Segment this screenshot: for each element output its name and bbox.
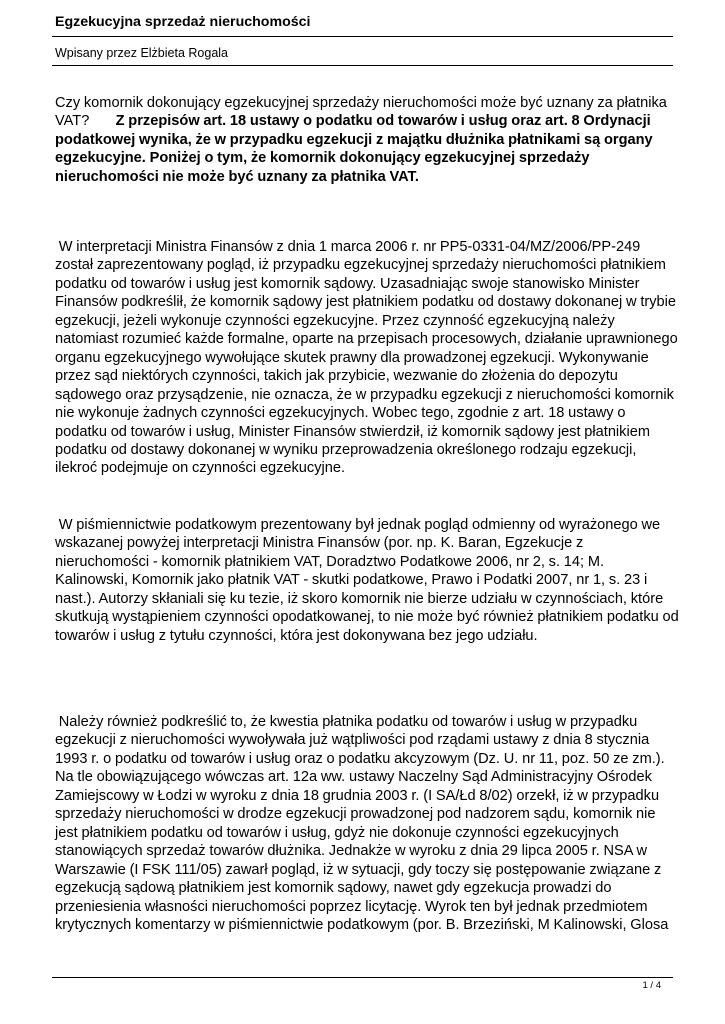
body-paragraph-1: [55, 238, 680, 478]
lead-intro: Czy komornik dokonujący egzekucyjnej sprzedaży nieruchomości może być uznany za płatnika VAT?: [55, 95, 667, 130]
page-number: 1 / 4: [642, 980, 661, 991]
body-paragraph-3: [55, 713, 680, 934]
body-paragraph-2: [55, 516, 680, 645]
footer-divider: [52, 977, 673, 978]
paragraph-text: W interpretacji Ministra Finansów z dnia 1 marca 2006 r. nr PP5-0331-04/MZ/2006/PP-249 został zaprezentowany pogląd, iż przypadku egzekucyjnej sprzedaży nieruchomości płatnikiem podatku od towarów i usług jest komornik sądowy. Uzasadniając swoje stanowisko Minister Finansów podkreślił, że komornik sądowy jest płatnikiem podatku od dostawy dokonanej w trybie egzekucji, jeżeli wykonuje czynności egzekucyjne. Przez czynność egzekucyjną należy natomiast rozumieć każde formalne, oparte na przepisach procesowych, działanie uprawnionego organu egzekucyjnego wywołujące skutek prawny dla prowadzonej egzekucji. Wykonywanie przez sąd niektórych czynności, takich jak przybicie, wezwanie do złożenia do depozytu sądowego oraz przysądzenie, nie oznacza, że w przypadku egzekucji z nieruchomości komornik nie wykonuje żadnych czynności egzekucyjnych. Wobec tego, zgodnie z art. 18 ustawy o podatku od towarów i usług, Minister Finansów stwierdził, iż komornik sądowy jest płatnikiem podatku od dostawy dokonanej w wyniku przeprowadzenia określonego rodzaju egzekucji, ilekroć podejmuje on czynności egzekucyjne.: [55, 239, 678, 477]
paragraph-text: Należy również podkreślić to, że kwestia płatnika podatku od towarów i usług w przypadku egzekucji z nieruchomości wywoływała już wątpliwości pod rządami ustawy z dnia 8 stycznia 1993 r. o podatku od towarów i usług oraz o podatku akcyzowym (Dz. U. nr 11, poz. 50 ze zm.). Na tle obowiązującego wówczas art. 12a ww. ustawy Naczelny Sąd Administracyjny Ośrodek Zamiejscowy w Łodzi w wyroku z dnia 18 grudnia 2003 r. (I SA/Łd 8/02) orzekł, iż w przypadku sprzedaży nieruchomości w drodze egzekucji prowadzonej pod nadzorem sądu, komornik nie jest płatnikiem podatku od towarów i usług, gdyż nie dokonuje czynności egzekucyjnych stanowiących sprzedaż towarów dłużnika. Jednakże w wyroku z dnia 29 lipca 2005 r. NSA w Warszawie (I FSK 111/05) zawarł pogląd, iż w sytuacji, gdy toczy się postępowanie związane z egzekucją sądową płatnikiem jest komornik sądowy, nawet gdy egzekucja prowadzi do przeniesienia własności nieruchomości poprzez licytację. Wyrok ten był jednak przedmiotem krytycznych komentarzy w piśmiennictwie podatkowym (por. B. Brzeziński, M Kalinowski, Glosa: [55, 714, 669, 933]
author-divider: [52, 65, 673, 66]
article-lead: [55, 94, 680, 186]
paragraph-text: W piśmiennictwie podatkowym prezentowany był jednak pogląd odmienny od wyrażonego we wskazanej powyżej interpretacji Ministra Finansów (por. np. K. Baran, Egzekucje z nieruchomości - komornik płatnikiem VAT, Doradztwo Podatkowe 2006, nr 2, s. 14; M. Kalinowski, Komornik jako płatnik VAT - skutki podatkowe, Prawo i Podatki 2007, nr 1, s. 23 i nast.). Autorzy skłaniali się ku tezie, iż skoro komornik nie bierze udziału w czynnościach, które skutkują wystąpieniem czynności opodatkowanej, to nie może być również płatnikiem podatku od towarów i usług z tytułu czynności, która jest dokonywana bez jego udziału.: [55, 517, 679, 644]
lead-summary: Z przepisów art. 18 ustawy o podatku od towarów i usług oraz art. 8 Ordynacji podatkowej wynika, że w przypadku egzekucji z majątku dłużnika płatnikami są organy egzekucyjne. Poniżej o tym, że komornik dokonujący egzekucyjnej sprzedaży nieruchomości nie może być uznany za płatnika VAT.: [55, 113, 653, 185]
header-divider: [52, 36, 673, 37]
article-author: Wpisany przez Elżbieta Rogala: [55, 46, 228, 60]
article-title: Egzekucyjna sprzedaż nieruchomości: [55, 14, 311, 30]
